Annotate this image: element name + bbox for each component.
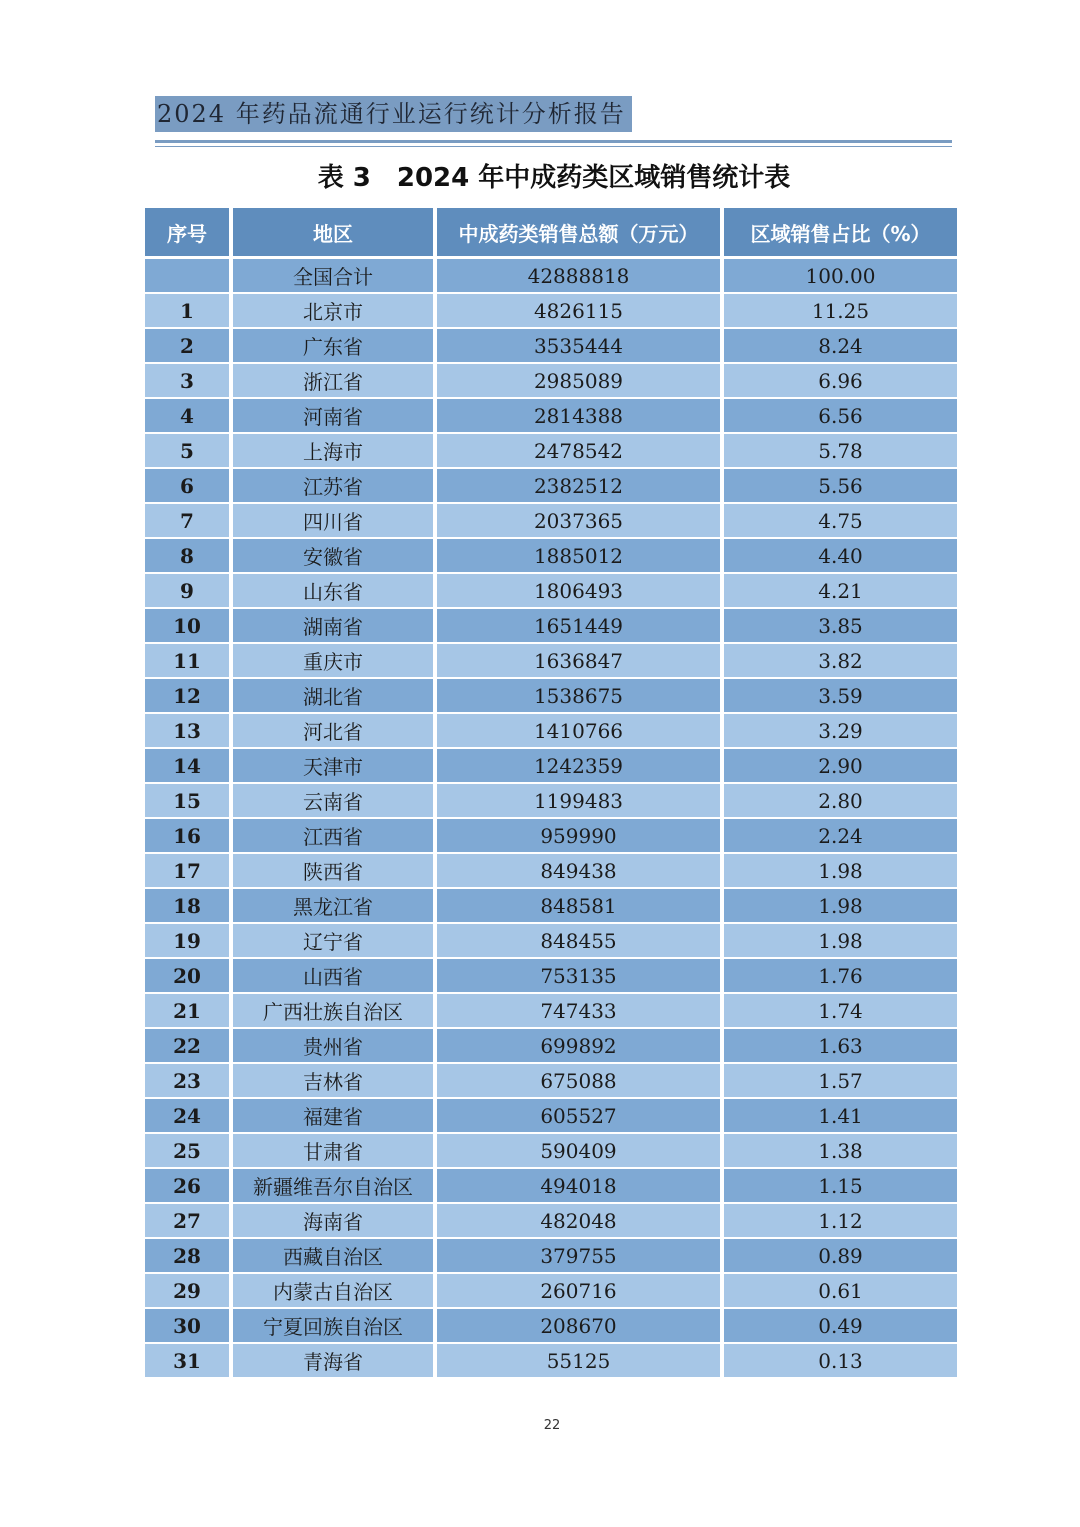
cell-share: 1.57 [724,1064,957,1099]
cell-sales: 2478542 [437,434,724,469]
table-row [145,469,957,504]
cell-share: 0.49 [724,1309,957,1344]
cell-region: 甘肃省 [233,1134,437,1169]
total-row [145,259,957,294]
header-rule-thick [155,140,952,143]
cell-seq: 13 [145,714,233,749]
cell-seq: 6 [145,469,233,504]
cell-seq: 20 [145,959,233,994]
cell-sales: 1806493 [437,574,724,609]
cell-seq: 14 [145,749,233,784]
cell-region: 贵州省 [233,1029,437,1064]
table-row [145,1029,957,1064]
cell-share: 1.12 [724,1204,957,1239]
cell-region: 西藏自治区 [233,1239,437,1274]
cell-sales: 2037365 [437,504,724,539]
cell-sales: 849438 [437,854,724,889]
column-header-region: 地区 [233,208,437,259]
header-rule-thin [155,146,952,147]
cell-share: 1.15 [724,1169,957,1204]
cell-region: 内蒙古自治区 [233,1274,437,1309]
cell-seq: 1 [145,294,233,329]
column-header-seq: 序号 [145,208,233,259]
cell-sales: 2814388 [437,399,724,434]
table-title: 表 3 2024 年中成药类区域销售统计表 [317,163,791,193]
cell-seq: 22 [145,1029,233,1064]
table-row [145,1099,957,1134]
cell-seq: 21 [145,994,233,1029]
table-header [145,208,957,259]
table-row [145,1204,957,1239]
cell-region: 福建省 [233,1099,437,1134]
cell-region: 江西省 [233,819,437,854]
cell-sales: 55125 [437,1344,724,1379]
cell-seq: 29 [145,1274,233,1309]
table-row [145,1344,957,1379]
cell-region: 黑龙江省 [233,889,437,924]
cell-region: 四川省 [233,504,437,539]
cell-region: 广西壮族自治区 [233,994,437,1029]
cell-region: 山西省 [233,959,437,994]
cell-share: 5.78 [724,434,957,469]
cell-share: 1.41 [724,1099,957,1134]
cell-sales: 848455 [437,924,724,959]
table-row [145,1274,957,1309]
table-row [145,819,957,854]
table-row [145,434,957,469]
cell-seq: 30 [145,1309,233,1344]
table-row [145,1309,957,1344]
table-row [145,574,957,609]
cell-sales: 959990 [437,819,724,854]
cell-sales: 1885012 [437,539,724,574]
cell-share: 0.89 [724,1239,957,1274]
cell-seq: 9 [145,574,233,609]
cell-share: 1.98 [724,854,957,889]
cell-sales: 605527 [437,1099,724,1134]
cell-seq: 4 [145,399,233,434]
cell-share: 8.24 [724,329,957,364]
cell-sales: 2382512 [437,469,724,504]
cell-region: 山东省 [233,574,437,609]
header-row [145,208,957,259]
cell-seq: 23 [145,1064,233,1099]
cell-region: 重庆市 [233,644,437,679]
table-row [145,294,957,329]
cell-sales: 753135 [437,959,724,994]
cell-sales: 208670 [437,1309,724,1344]
cell-sales: 1651449 [437,609,724,644]
cell-share: 1.63 [724,1029,957,1064]
cell-share: 5.56 [724,469,957,504]
table-row [145,329,957,364]
cell-sales: 1199483 [437,784,724,819]
cell-share: 3.59 [724,679,957,714]
cell-seq: 17 [145,854,233,889]
cell-region: 河北省 [233,714,437,749]
cell-share: 1.74 [724,994,957,1029]
page-number: 22 [543,1418,561,1433]
cell-seq: 19 [145,924,233,959]
cell-seq: 15 [145,784,233,819]
table-row [145,959,957,994]
cell-region: 辽宁省 [233,924,437,959]
cell-sales: 379755 [437,1239,724,1274]
table-row [145,399,957,434]
cell-share: 0.61 [724,1274,957,1309]
cell-sales: 1410766 [437,714,724,749]
cell-sales: 675088 [437,1064,724,1099]
cell-sales: 699892 [437,1029,724,1064]
cell-share: 3.82 [724,644,957,679]
cell-region: 青海省 [233,1344,437,1379]
table-row [145,679,957,714]
cell-seq: 26 [145,1169,233,1204]
table-row [145,1064,957,1099]
cell-region: 上海市 [233,434,437,469]
cell-share: 2.24 [724,819,957,854]
cell-seq: 11 [145,644,233,679]
cell-sales: 590409 [437,1134,724,1169]
cell-region: 全国合计 [233,259,437,294]
cell-seq [145,259,233,294]
cell-seq: 28 [145,1239,233,1274]
table-row [145,854,957,889]
cell-region: 浙江省 [233,364,437,399]
table-row [145,1169,957,1204]
cell-share: 3.85 [724,609,957,644]
table-row [145,609,957,644]
cell-share: 1.76 [724,959,957,994]
cell-region: 宁夏回族自治区 [233,1309,437,1344]
cell-seq: 3 [145,364,233,399]
table-row [145,644,957,679]
table-row [145,364,957,399]
cell-region: 湖南省 [233,609,437,644]
cell-region: 海南省 [233,1204,437,1239]
cell-share: 4.40 [724,539,957,574]
cell-sales: 1636847 [437,644,724,679]
cell-seq: 12 [145,679,233,714]
table-row [145,994,957,1029]
cell-region: 北京市 [233,294,437,329]
cell-sales: 494018 [437,1169,724,1204]
table-row [145,784,957,819]
sales-table [145,208,957,1379]
table-row [145,714,957,749]
cell-region: 陕西省 [233,854,437,889]
cell-sales: 747433 [437,994,724,1029]
cell-share: 6.56 [724,399,957,434]
cell-seq: 10 [145,609,233,644]
cell-sales: 3535444 [437,329,724,364]
table-row [145,749,957,784]
report-header: 2024 年药品流通行业运行统计分析报告 [155,96,632,132]
cell-region: 吉林省 [233,1064,437,1099]
column-header-share: 区域销售占比（%） [724,208,957,259]
cell-seq: 8 [145,539,233,574]
cell-sales: 482048 [437,1204,724,1239]
cell-sales: 1538675 [437,679,724,714]
cell-share: 6.96 [724,364,957,399]
cell-seq: 5 [145,434,233,469]
cell-seq: 7 [145,504,233,539]
cell-sales: 2985089 [437,364,724,399]
cell-share: 2.90 [724,749,957,784]
cell-share: 11.25 [724,294,957,329]
cell-sales: 848581 [437,889,724,924]
table-row [145,504,957,539]
cell-share: 4.21 [724,574,957,609]
table-body [145,259,957,1379]
cell-share: 4.75 [724,504,957,539]
cell-region: 湖北省 [233,679,437,714]
column-header-sales: 中成药类销售总额（万元） [437,208,724,259]
cell-region: 天津市 [233,749,437,784]
cell-sales: 4826115 [437,294,724,329]
table-row [145,539,957,574]
table-row [145,889,957,924]
cell-share: 1.98 [724,889,957,924]
table-row [145,1134,957,1169]
cell-seq: 24 [145,1099,233,1134]
cell-sales: 260716 [437,1274,724,1309]
cell-region: 江苏省 [233,469,437,504]
cell-region: 新疆维吾尔自治区 [233,1169,437,1204]
table-row [145,924,957,959]
table-row [145,1239,957,1274]
cell-sales: 42888818 [437,259,724,294]
cell-share: 2.80 [724,784,957,819]
cell-seq: 31 [145,1344,233,1379]
cell-share: 1.38 [724,1134,957,1169]
cell-share: 1.98 [724,924,957,959]
cell-seq: 27 [145,1204,233,1239]
cell-share: 3.29 [724,714,957,749]
cell-region: 安徽省 [233,539,437,574]
cell-share: 100.00 [724,259,957,294]
cell-seq: 25 [145,1134,233,1169]
cell-share: 0.13 [724,1344,957,1379]
cell-region: 云南省 [233,784,437,819]
cell-region: 河南省 [233,399,437,434]
cell-seq: 2 [145,329,233,364]
cell-region: 广东省 [233,329,437,364]
cell-seq: 18 [145,889,233,924]
cell-sales: 1242359 [437,749,724,784]
cell-seq: 16 [145,819,233,854]
